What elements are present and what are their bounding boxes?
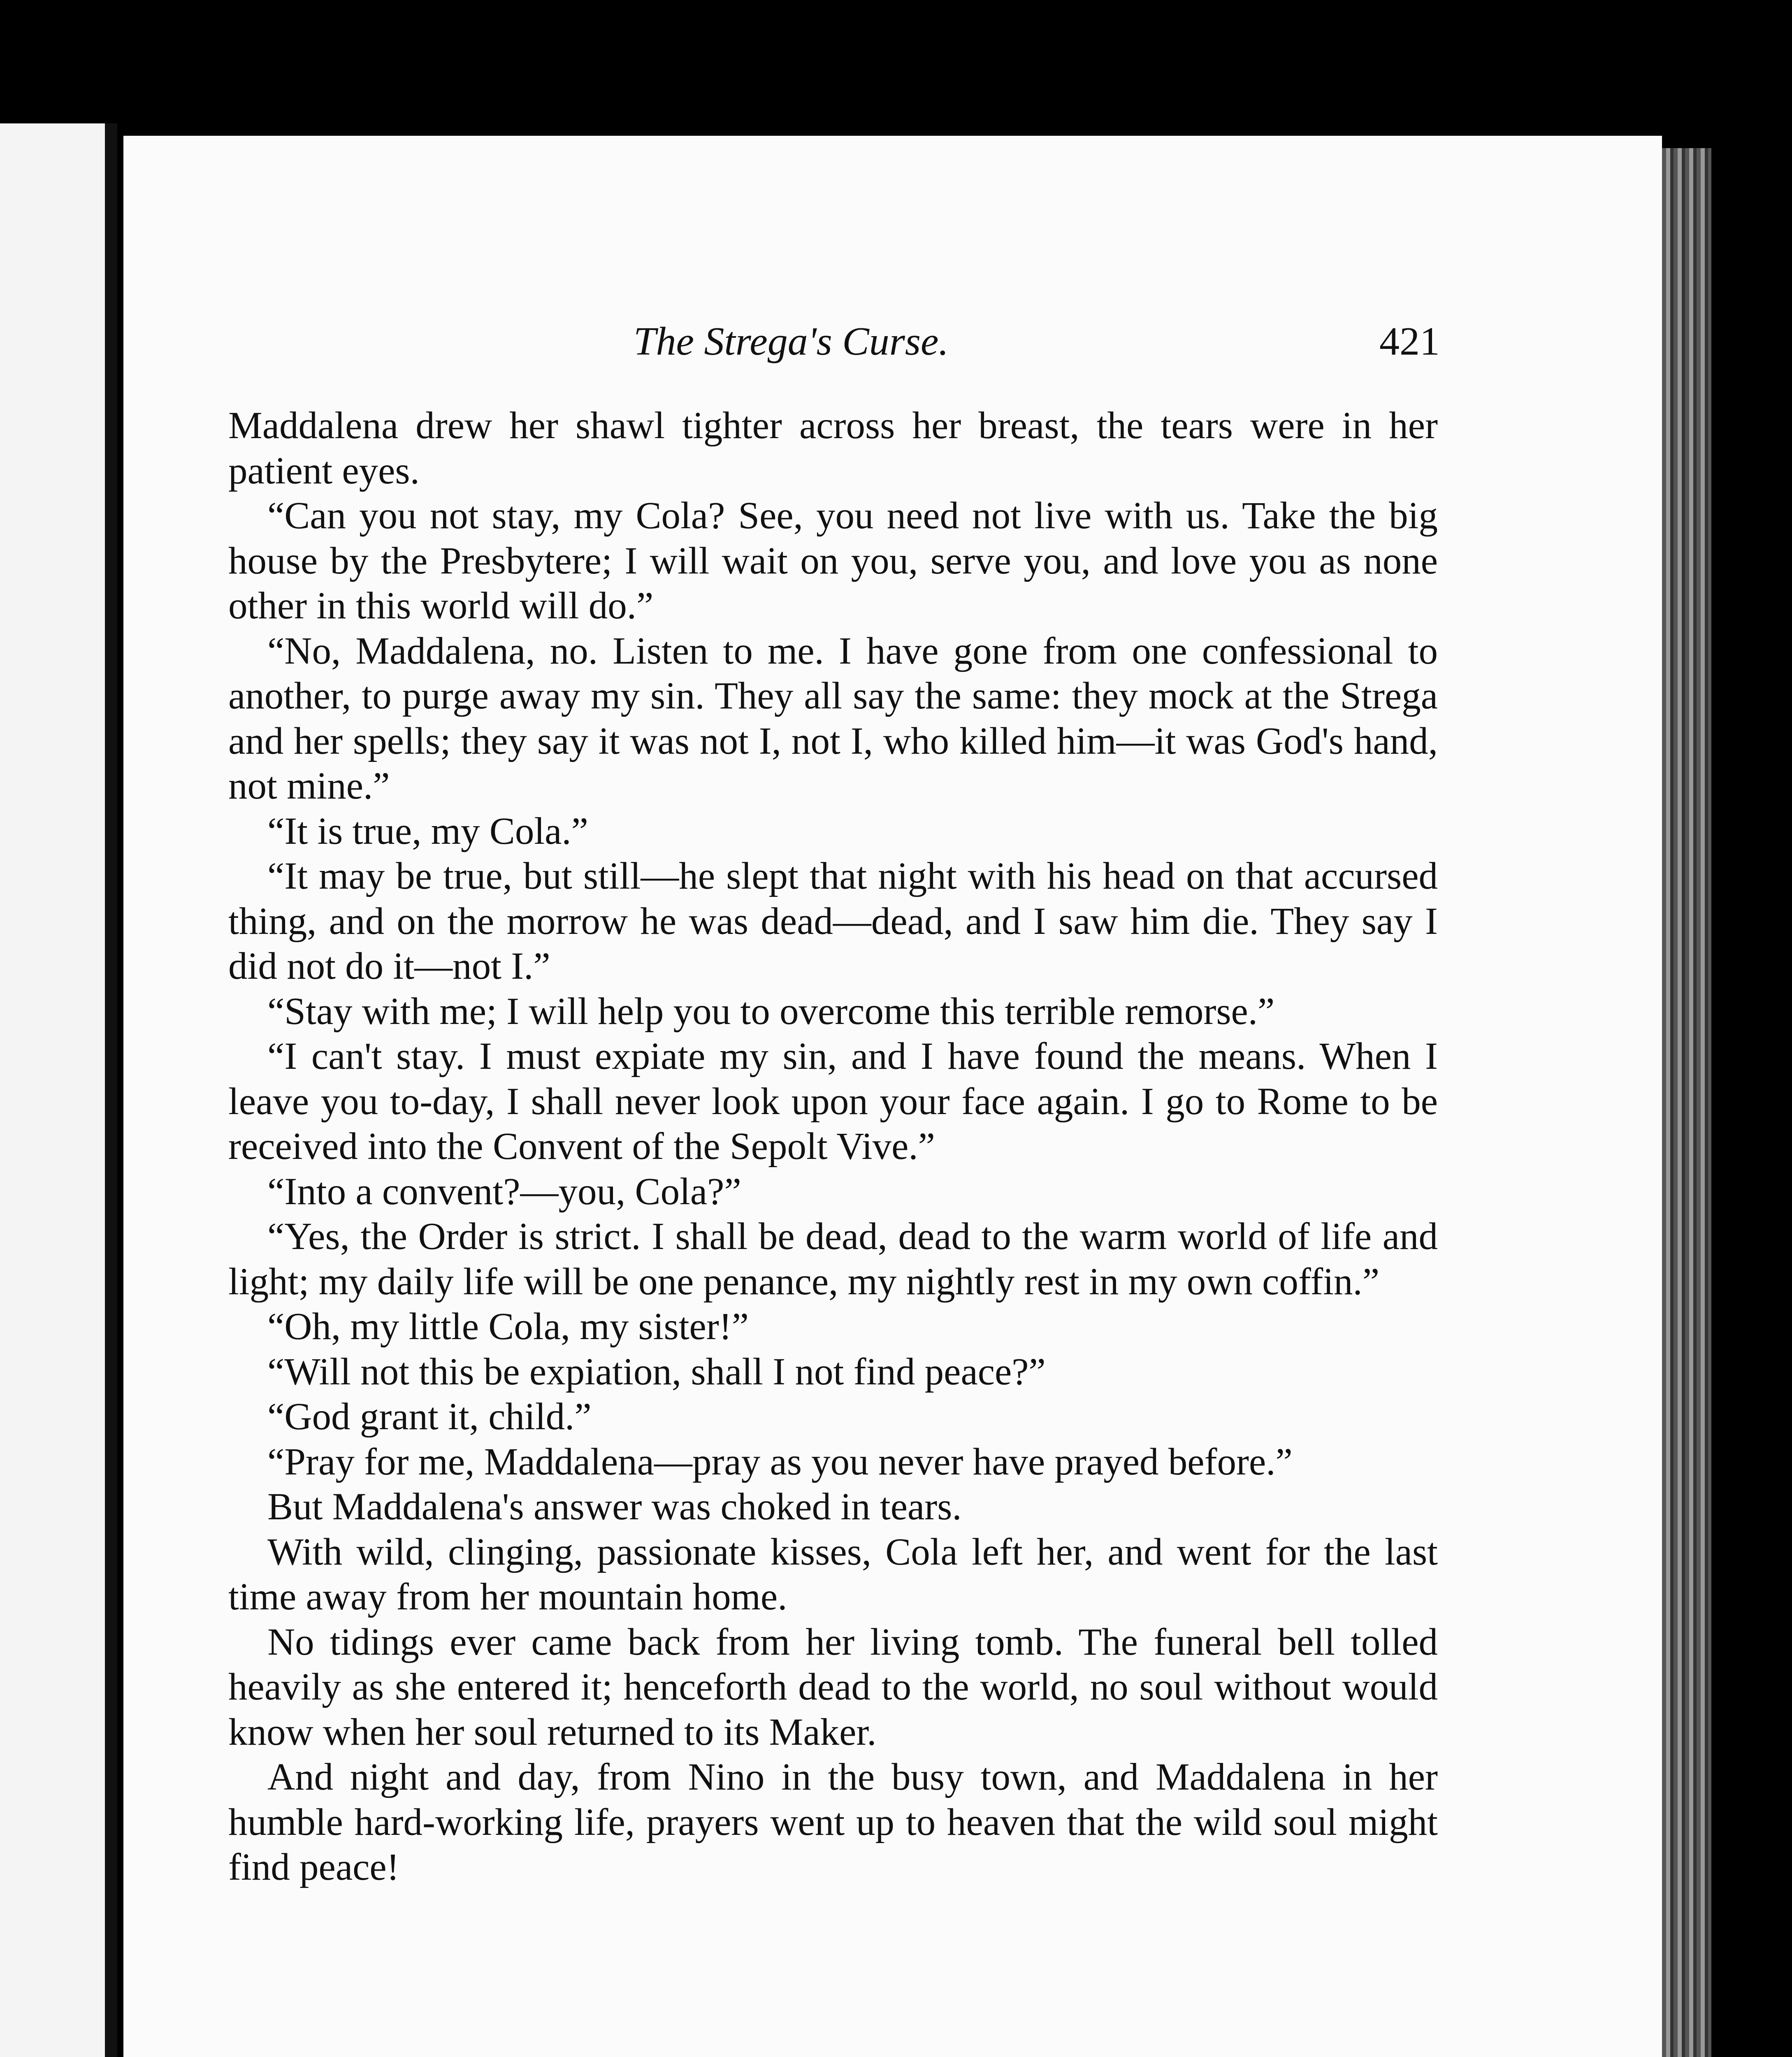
paragraph: “I can't stay. I must expiate my sin, and I have found the means. When I leave you to-day, I shall never look upon your face again. I go to Rome to be received into the Convent of the Sepolt Vive.” xyxy=(228,1035,1438,1168)
paragraph: “Will not this be expiation, shall I not find peace?” xyxy=(267,1350,1046,1393)
paragraph: “No, Maddalena, no. Listen to me. I have gone from one confessional to another, to purge away my sin. They all say the same: they mock at the Strega and her spells; they say it was not I, not I, who killed him—it was God's hand, not mine.” xyxy=(228,629,1438,807)
running-title: The Strega's Curse. xyxy=(634,319,949,364)
paragraph: With wild, clinging, passionate kisses, Cola left her, and went for the last time away from her mountain home. xyxy=(228,1530,1438,1618)
paragraph: “It is true, my Cola.” xyxy=(267,810,588,852)
paragraph: “Into a convent?—you, Cola?” xyxy=(267,1170,741,1213)
paragraph: “God grant it, child.” xyxy=(267,1395,592,1438)
page-edges-right xyxy=(1662,148,1711,2057)
paragraph: Maddalena drew her shawl tighter across her breast, the tears were in her patient eyes. xyxy=(228,404,1438,492)
page-header xyxy=(634,313,1440,370)
paragraph: “It may be true, but still—he slept that night with his head on that accursed thing, and on the morrow he was dead—dead, and I saw him die. They say I did not do it—not I.” xyxy=(228,855,1438,987)
paragraph: “Oh, my little Cola, my sister!” xyxy=(267,1305,749,1348)
paragraph: “Pray for me, Maddalena—pray as you never have prayed before.” xyxy=(267,1440,1293,1483)
paragraph: “Stay with me; I will help you to overcome this terrible remorse.” xyxy=(267,990,1275,1033)
paragraph: “Yes, the Order is strict. I shall be dead, dead to the warm world of life and light; my daily life will be one penance, my nightly rest in my own coffin.” xyxy=(228,1215,1438,1303)
body-text xyxy=(228,403,1438,1890)
left-page-edge xyxy=(0,123,111,2057)
paragraph: No tidings ever came back from her living tomb. The funeral bell tolled heavily as she entered it; henceforth dead to the world, no soul without would know when her soul returned to its Maker. xyxy=(228,1621,1438,1753)
paragraph: But Maddalena's answer was choked in tears. xyxy=(267,1486,962,1528)
book-gutter xyxy=(105,123,117,2057)
paragraph: “Can you not stay, my Cola? See, you need not live with us. Take the big house by the Presbytere; I will wait on you, serve you, and love you as none other in this world will do.” xyxy=(228,495,1438,627)
page-number: 421 xyxy=(1379,319,1440,364)
paragraph: And night and day, from Nino in the busy town, and Maddalena in her humble hard-working life, prayers went up to heaven that the wild soul might find peace! xyxy=(228,1756,1438,1888)
